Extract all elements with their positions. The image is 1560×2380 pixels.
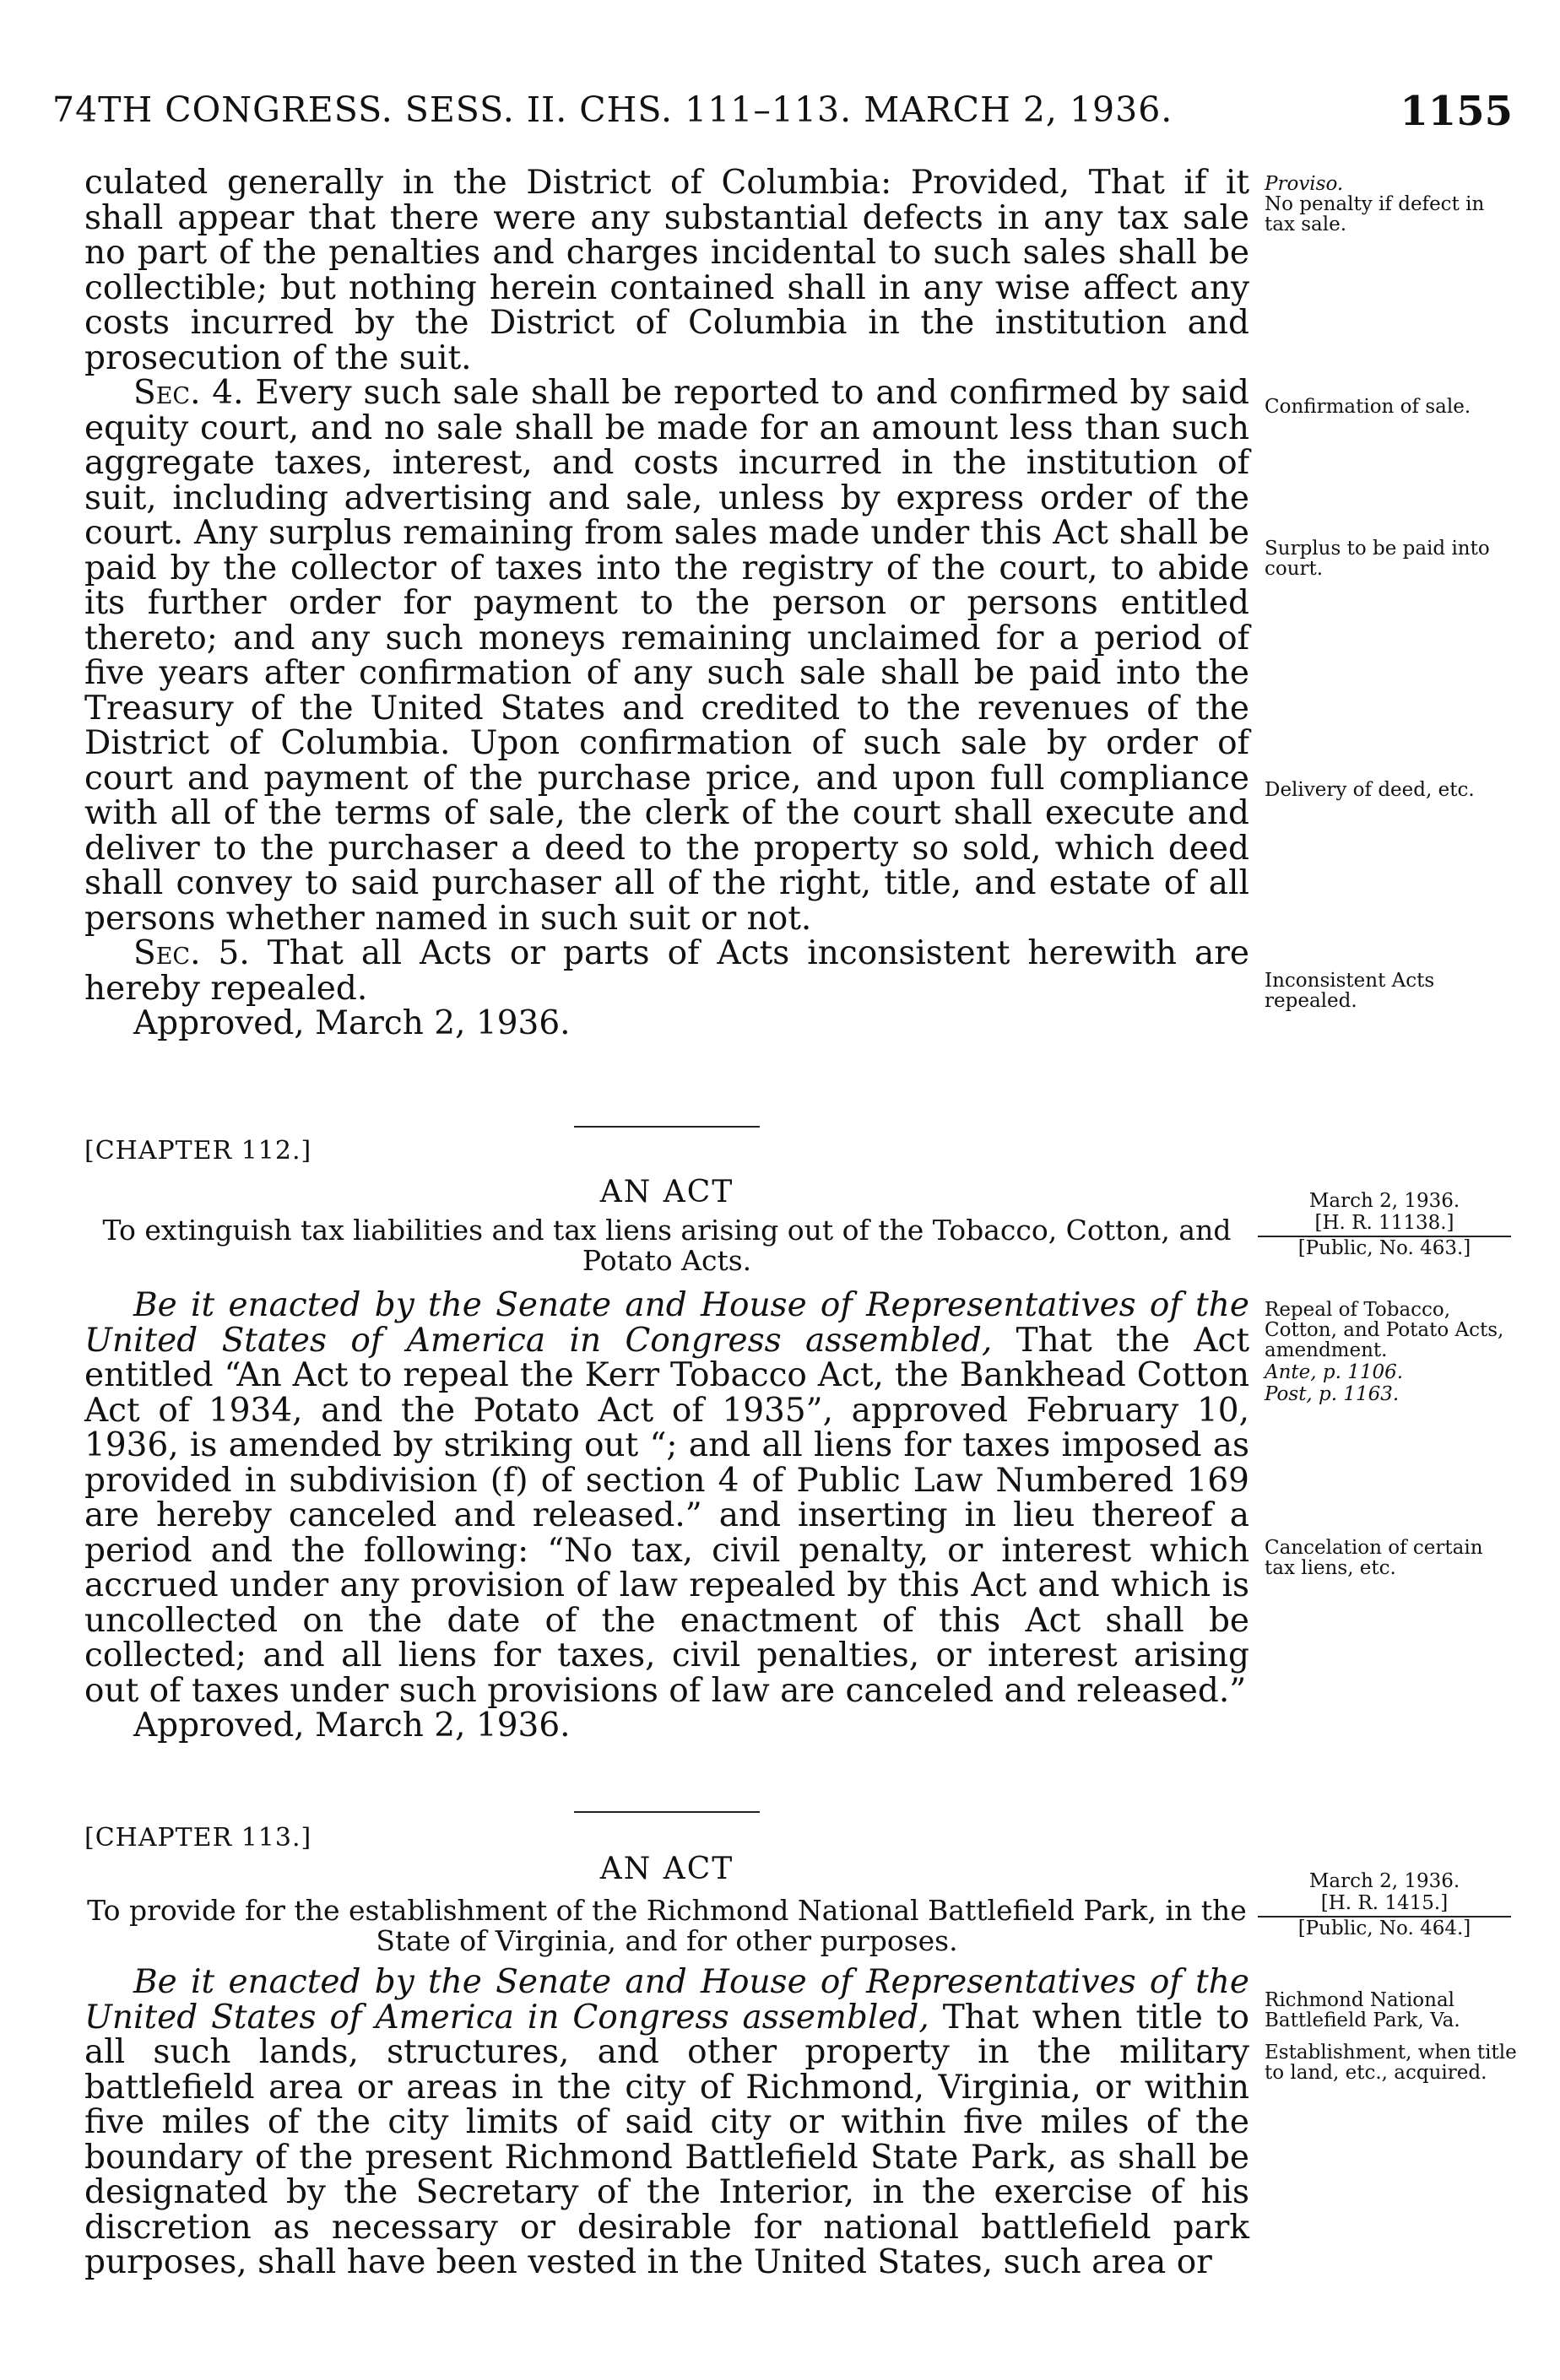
note-surplus: Surplus to be paid into court. xyxy=(1265,538,1490,580)
chapter-113-act-title: AN ACT xyxy=(599,1852,734,1886)
chapter-113-date: March 2, 1936. xyxy=(1308,1870,1460,1892)
section-5-text: That all Acts or parts of Acts inconsistent herewith are hereby repealed. xyxy=(84,934,1249,1008)
chapter-112-meta xyxy=(1258,1190,1511,1259)
section-4-label: Sec. 4. xyxy=(133,374,244,412)
separator-rule xyxy=(574,1126,760,1128)
chapter-112-act-title: AN ACT xyxy=(599,1175,734,1209)
note-richmond: Richmond National Battlefield Park, Va. xyxy=(1265,1989,1460,2031)
proviso-paragraph: culated generally in the District of Columbia: Provided, That if it shall appear that there were any substantial defects in any tax sale no part of the penalties and charges incidental to such sales shall be collectible; but nothing herein contained shall in any wise affect any costs incurred by the District of Columbia in the institution and prosecution of the suit. xyxy=(84,164,1249,377)
enacting-clause-113: Be it enacted by the Senate and House of Representatives of the United States of America in Congress assembled, xyxy=(84,1963,1249,2037)
chapter-113-body xyxy=(84,1965,1249,2280)
page-number: 1155 xyxy=(1400,88,1513,135)
chapter-112-approved: Approved, March 2, 1936. xyxy=(133,1707,571,1744)
chapter-112-enactment xyxy=(84,1288,1249,1708)
chapter-112-text: That the Act entitled “An Act to repeal the Kerr Tobacco Act, the Bankhead Cotton Act of 1934, and the Potato Act of 1935”, approved February 10, 1936, is amended by striking out “; and all liens for taxes imposed as provided in subdivision (f) of section 4 of Public Law Numbered 169 are hereby canceled and released.” and inserting in lieu thereof a period and the following: “No tax, civil penalty, or interest which accrued under any provision of law repealed by this Act and which is uncollected on the date of the enactment of this Act shall be collected; and all liens for taxes, civil penalties, or interest arising out of taxes under such provisions of law are canceled and released.” xyxy=(84,1321,1249,1710)
chapter-112-date: March 2, 1936. xyxy=(1308,1190,1460,1212)
chapter-112-public: [Public, No. 463.] xyxy=(1297,1237,1471,1259)
note-post: Post, p. 1163. xyxy=(1265,1383,1400,1405)
note-inconsistent: Inconsistent Acts repealed. xyxy=(1265,970,1435,1012)
note-proviso: Proviso. xyxy=(1265,173,1344,195)
chapter-113-text: That when title to all such lands, structures, and other property in the military battlefield area or areas in the city of Richmond, Virginia, or within five miles of the city limits of said city or within five miles of the boundary of the present Richmond Battlefield State Park, as shall be designated by the Secretary of the Interior, in the exercise of his discretion as necessary or desirable for national battlefield park purposes, shall have been vested in the United States, such area or xyxy=(84,1998,1249,2281)
chapter-113-enactment xyxy=(84,1965,1249,2280)
section-4 xyxy=(84,376,1249,936)
note-ante: Ante, p. 1106. xyxy=(1265,1361,1404,1383)
chapter-112-label: [CHAPTER 112.] xyxy=(84,1136,312,1166)
chapter-112-purpose: To extinguish tax liabilities and tax liens arising out of the Tobacco, Cotton, and Potato Acts. xyxy=(102,1214,1232,1277)
note-repeal: Repeal of Tobacco, Cotton, and Potato Acts, amendment. xyxy=(1265,1299,1504,1361)
chapter-113-bill: [H. R. 1415.] xyxy=(1258,1892,1511,1918)
chapter-111-body xyxy=(84,165,1249,1041)
running-header xyxy=(52,89,1513,149)
note-no-penalty: No penalty if defect in tax sale. xyxy=(1265,193,1485,235)
approved-line: Approved, March 2, 1936. xyxy=(133,1004,571,1042)
note-cancelation: Cancelation of certain tax liens, etc. xyxy=(1265,1537,1483,1579)
separator-rule-2 xyxy=(574,1811,760,1813)
note-establishment: Establishment, when title to land, etc., acquired. xyxy=(1265,2042,1517,2084)
chapter-113-public: [Public, No. 464.] xyxy=(1297,1918,1471,1939)
section-4-text: Every such sale shall be reported to and confirmed by said equity court, and no sale shall be made for an amount less than such aggregate taxes, interest, and costs incurred in the institution of suit, including advertising and sale, unless by express order of the court. Any surplus remaining from sales made under this Act shall be paid by the collector of taxes into the registry of the court, to abide its further order for payment to the person or persons entitled thereto; and any such moneys remaining unclaimed for a period of five years after confirmation of any such sale shall be paid into the Treasury of the United States and credited to the revenues of the District of Columbia. Upon confirmation of such sale by order of court and payment of the purchase price, and upon full compliance with all of the terms of sale, the clerk of the court shall execute and deliver to the purchaser a deed to the property so sold, which deed shall convey to said purchaser all of the right, title, and estate of all persons whether named in such suit or not. xyxy=(84,374,1249,938)
running-head: 74TH CONGRESS. SESS. II. CHS. 111–113. MARCH 2, 1936. xyxy=(52,89,1173,130)
chapter-113-purpose: To provide for the establishment of the Richmond National Battlefield Park, in the State of Virginia, and for other purposes. xyxy=(87,1894,1247,1957)
note-delivery: Delivery of deed, etc. xyxy=(1265,779,1475,801)
chapter-113-label: [CHAPTER 113.] xyxy=(84,1823,312,1853)
note-confirmation: Confirmation of sale. xyxy=(1265,396,1471,418)
chapter-113-meta xyxy=(1258,1870,1511,1939)
section-5 xyxy=(84,936,1249,1006)
chapter-112-bill: [H. R. 11138.] xyxy=(1258,1212,1511,1237)
enacting-clause: Be it enacted by the Senate and House of Representatives of the United States of America in Congress assembled, xyxy=(84,1286,1249,1360)
chapter-112-body xyxy=(84,1288,1249,1744)
section-5-label: Sec. 5. xyxy=(133,934,250,972)
